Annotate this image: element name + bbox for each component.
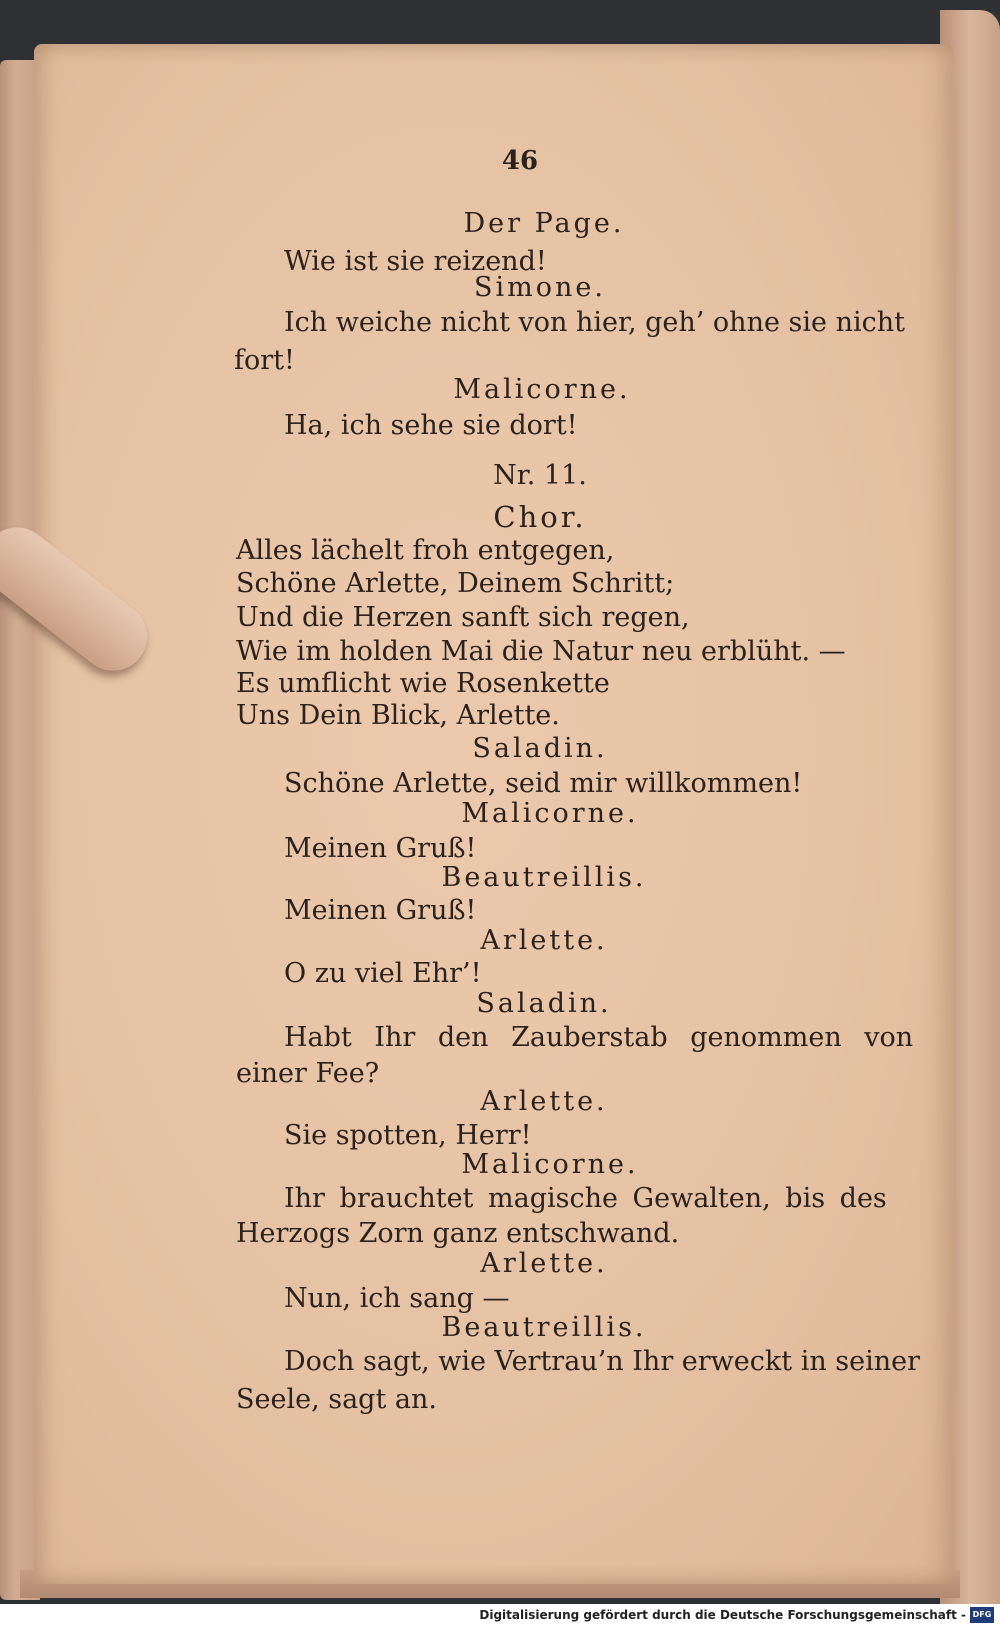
dialogue-line: Schöne Arlette, seid mir willkommen! xyxy=(284,768,803,799)
speaker-heading: Simone. xyxy=(474,272,606,303)
dialogue-line: Herzogs Zorn ganz entschwand. xyxy=(236,1218,680,1249)
dialogue-line: Wie ist sie reizend! xyxy=(284,246,547,277)
speaker-heading: Malicorne. xyxy=(461,798,639,829)
verse-line: Und die Herzen sanft sich regen, xyxy=(236,602,690,633)
speaker-heading: Der Page. xyxy=(463,208,625,239)
dialogue-line: fort! xyxy=(234,345,295,376)
dialogue-line: Habt Ihr den Zauberstab genommen von xyxy=(284,1022,914,1053)
dialogue-line: Ich weiche nicht von hier, geh’ ohne sie nicht xyxy=(284,307,905,338)
dialogue-line: Nun, ich sang — xyxy=(284,1283,510,1314)
speaker-heading: Malicorne. xyxy=(461,1149,639,1180)
dfg-logo: DFG xyxy=(970,1607,994,1623)
speaker-heading: Saladin. xyxy=(472,733,608,764)
number-heading: Nr. 11. xyxy=(493,460,587,491)
dialogue-line: O zu viel Ehr’! xyxy=(284,958,482,989)
speaker-heading: Beautreillis. xyxy=(441,862,647,893)
dialogue-line: Doch sagt, wie Vertrau’n Ihr erweckt in seiner xyxy=(284,1346,921,1377)
verse-line: Alles lächelt froh entgegen, xyxy=(236,535,615,566)
dialogue-line: Sie spotten, Herr! xyxy=(284,1120,532,1151)
speaker-heading: Arlette. xyxy=(480,925,608,956)
dialogue-line: einer Fee? xyxy=(236,1058,380,1089)
speaker-heading: Malicorne. xyxy=(453,374,631,405)
verse-line: Wie im holden Mai die Natur neu erblüht. — xyxy=(236,636,846,667)
speaker-heading: Beautreillis. xyxy=(441,1312,647,1343)
footer-bar xyxy=(0,1604,1000,1628)
speaker-heading: Saladin. xyxy=(476,988,612,1019)
verse-line: Es umflicht wie Rosenkette xyxy=(236,668,610,699)
verse-line: Uns Dein Blick, Arlette. xyxy=(236,700,560,731)
speaker-heading: Chor. xyxy=(493,500,587,534)
dialogue-line: Ihr brauchtet magische Gewalten, bis des xyxy=(284,1183,887,1214)
speaker-heading: Arlette. xyxy=(480,1248,608,1279)
page-number: 46 xyxy=(501,146,539,176)
funding-credit: Digitalisierung gefördert durch die Deutsche Forschungsgemeinschaft - xyxy=(479,1608,966,1622)
dialogue-line: Meinen Gruß! xyxy=(284,833,477,864)
dialogue-line: Seele, sagt an. xyxy=(236,1384,437,1415)
speaker-heading: Arlette. xyxy=(480,1086,608,1117)
dialogue-line: Meinen Gruß! xyxy=(284,895,477,926)
dialogue-line: Ha, ich sehe sie dort! xyxy=(284,410,578,441)
verse-line: Schöne Arlette, Deinem Schritt; xyxy=(236,568,675,599)
